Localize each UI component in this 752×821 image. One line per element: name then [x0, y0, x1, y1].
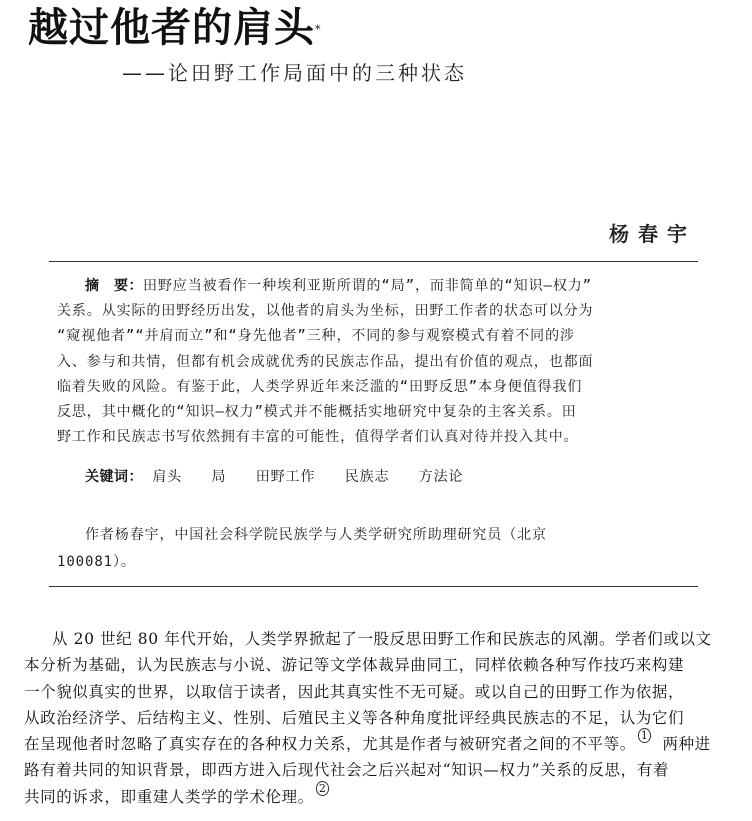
abstract-line: 入、参与和共情，但都有机会成就优秀的民族志作品，提出有价值的观点，也都面 — [57, 353, 594, 370]
body-line: 一个貌似真实的世界，以取信于读者，因此其真实性不无可疑。或以自己的田野工作为依据， — [24, 682, 685, 701]
body-text: 共同的诉求，即重建人类学的学术伦理。 — [24, 787, 314, 806]
body-line — [24, 781, 746, 810]
abstract-box — [49, 261, 698, 587]
abstract-line: 临着失败的风险。有鉴于此，人类学界近年来泛滥的“田野反思”本身便值得我们 — [57, 378, 583, 395]
title-footnote-mark[interactable]: * — [315, 23, 322, 36]
abstract-line: 野工作和民族志书写依然拥有丰富的可能性，值得学者们认真对待并投入其中。 — [57, 429, 579, 446]
keywords-label: 关键词： — [85, 469, 143, 485]
body-line — [24, 731, 746, 757]
body-line: 从政治经济学、后结构主义、性别、后殖民主义等各种角度批评经典民族志的不足，认为它们 — [24, 708, 685, 727]
keyword-item: 田野工作 — [255, 469, 316, 485]
footnote-ref-1[interactable]: 1 — [638, 728, 652, 743]
body-text: 在呈现他者时忽略了真实存在的各种权力关系，尤其是作者与被研究者之间的不平等。 — [24, 735, 636, 754]
body-line: 路有着共同的知识背景，即西方进入后现代社会之后兴起对“知识—权力”关系的反思，有着 — [24, 761, 669, 780]
body-line: 本分析为基础，认为民族志与小说、游记等文学体裁异曲同工，同样依赖各种写作技巧来构建 — [24, 656, 685, 675]
body-paragraph — [24, 626, 746, 810]
abstract-text: 田野应当被看作一种埃利亚斯所谓的“局”，而非简单的“知识—权力” — [143, 278, 592, 294]
body-text: 两种进 — [662, 735, 711, 754]
keywords-row — [57, 466, 721, 486]
footnote-ref-2[interactable]: 2 — [316, 781, 330, 796]
affiliation-line: 100081）。 — [57, 554, 136, 570]
affiliation-line: 作者杨春宇，中国社会科学院民族学与人类学研究所助理研究员（北京 — [85, 527, 547, 543]
abstract-line: 反思，其中概化的“知识—权力”模式并不能概括实地研究中复杂的主客关系。田 — [57, 404, 577, 421]
keyword-item: 肩头 — [152, 469, 183, 485]
keyword-item: 局 — [211, 469, 227, 485]
keyword-item: 民族志 — [344, 469, 390, 485]
body-line: 从 20 世纪 80 年代开始，人类学界掀起了一股反思田野工作和民族志的风潮。学者们或以文 — [52, 630, 712, 648]
abstract-line: 关系。从实际的田野经历出发，以他者的肩头为坐标，田野工作者的状态可以分为 — [57, 303, 594, 320]
abstract-label: 摘 要： — [85, 278, 143, 294]
author-affiliation — [57, 522, 693, 576]
keyword-item: 方法论 — [418, 469, 464, 485]
author-name: 杨春宇 — [609, 222, 696, 246]
abstract-line — [57, 274, 693, 299]
article-subtitle: ——论田野工作局面中的三种状态 — [122, 61, 467, 85]
abstract-line: “窥视他者”“并肩而立”和“身先他者”三种，不同的参与观察模式有着不同的涉 — [57, 328, 575, 345]
article-title — [28, 4, 322, 52]
title-text: 越过他者的肩头 — [28, 4, 315, 51]
abstract — [57, 274, 693, 450]
